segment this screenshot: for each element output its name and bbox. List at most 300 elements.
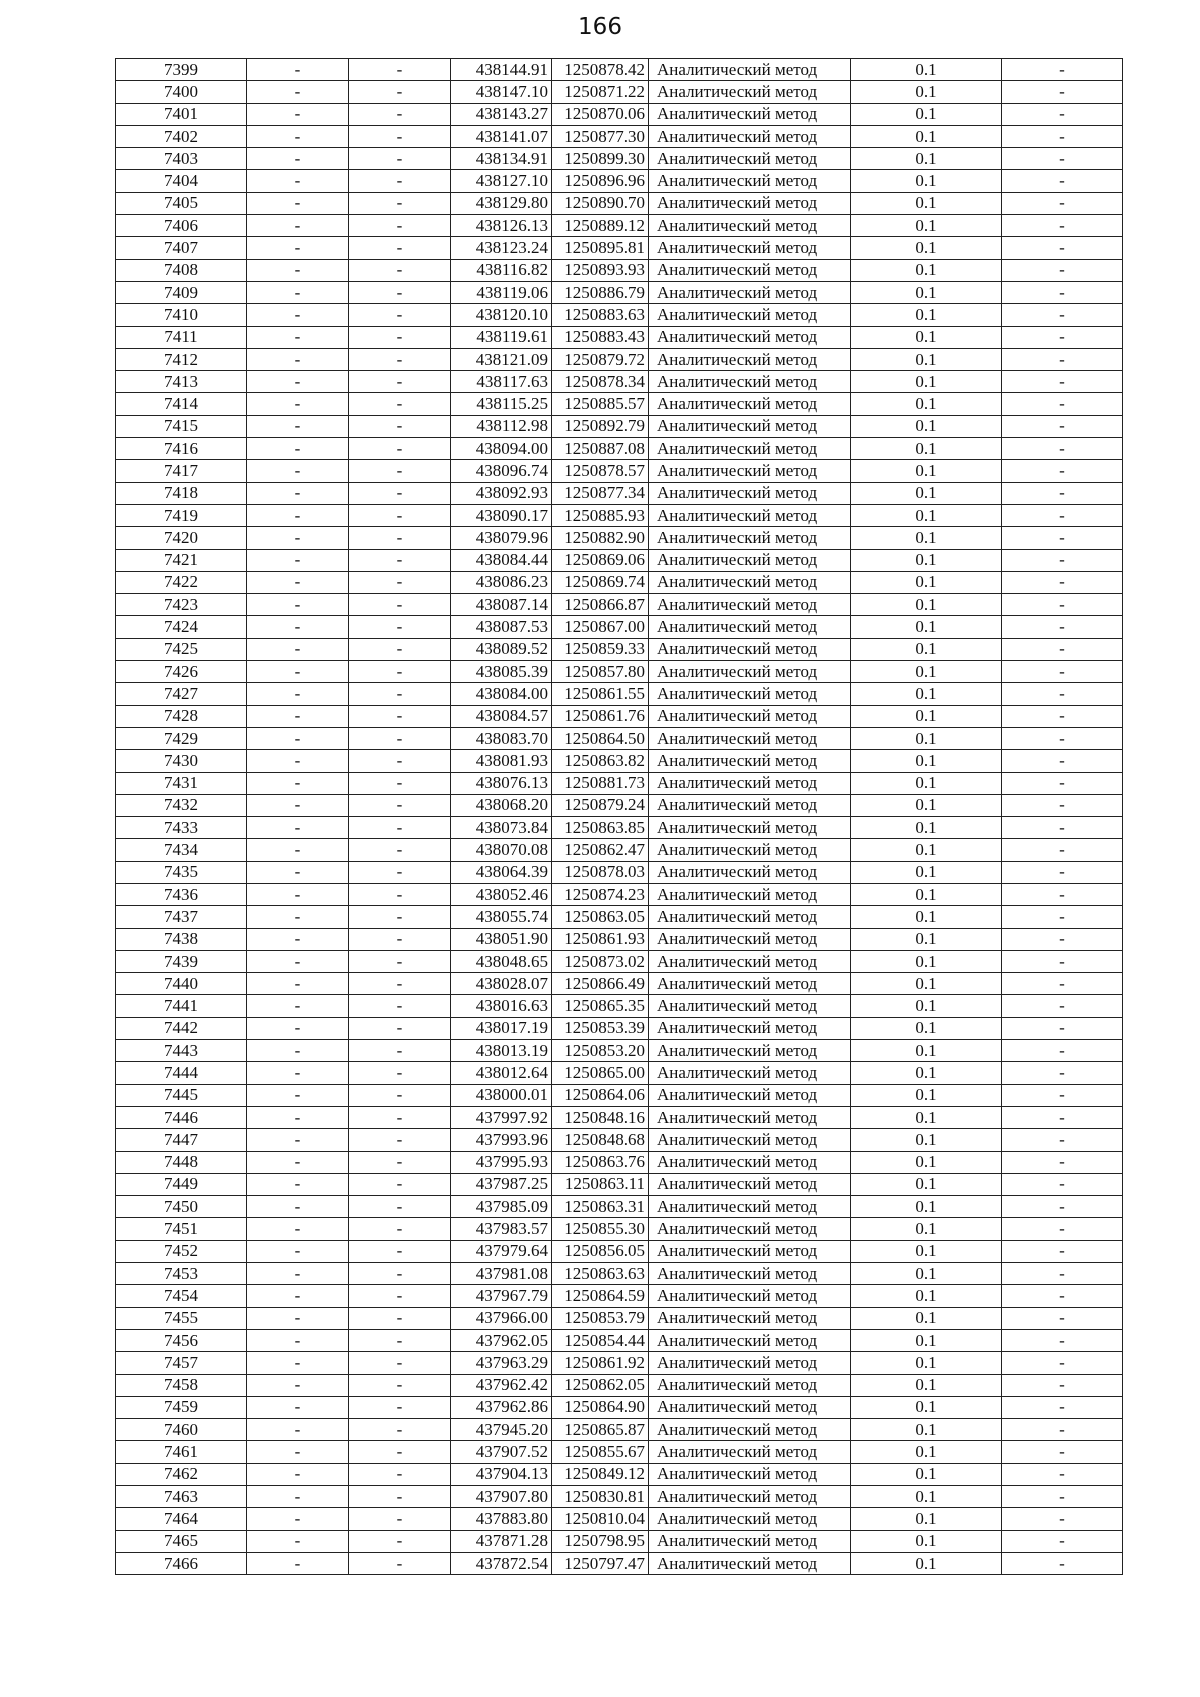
method-cell: Аналитический метод [649,1084,851,1106]
last-col-cell: - [1002,1508,1123,1530]
empty-col-3-cell: - [349,973,451,995]
accuracy-cell: 0.1 [851,482,1002,504]
point-number-cell: 7441 [116,995,247,1017]
empty-col-2-cell: - [247,59,349,81]
x-coordinate-cell: 438013.19 [451,1040,552,1062]
accuracy-cell: 0.1 [851,1508,1002,1530]
x-coordinate-cell: 437963.29 [451,1352,552,1374]
point-number-cell: 7443 [116,1040,247,1062]
y-coordinate-cell: 1250855.67 [552,1441,649,1463]
point-number-cell: 7403 [116,148,247,170]
empty-col-2-cell: - [247,1196,349,1218]
empty-col-2-cell: - [247,705,349,727]
point-number-cell: 7411 [116,326,247,348]
table-row [116,1263,1123,1285]
x-coordinate-cell: 438087.53 [451,616,552,638]
method-cell: Аналитический метод [649,326,851,348]
empty-col-2-cell: - [247,1285,349,1307]
point-number-cell: 7416 [116,438,247,460]
empty-col-2-cell: - [247,125,349,147]
x-coordinate-cell: 438068.20 [451,794,552,816]
last-col-cell: - [1002,883,1123,905]
accuracy-cell: 0.1 [851,1173,1002,1195]
table-row [116,1084,1123,1106]
last-col-cell: - [1002,504,1123,526]
y-coordinate-cell: 1250864.59 [552,1285,649,1307]
empty-col-3-cell: - [349,571,451,593]
point-number-cell: 7415 [116,415,247,437]
accuracy-cell: 0.1 [851,1419,1002,1441]
x-coordinate-cell: 437981.08 [451,1263,552,1285]
y-coordinate-cell: 1250867.00 [552,616,649,638]
method-cell: Аналитический метод [649,727,851,749]
accuracy-cell: 0.1 [851,1084,1002,1106]
x-coordinate-cell: 438087.14 [451,594,552,616]
x-coordinate-cell: 437883.80 [451,1508,552,1530]
empty-col-2-cell: - [247,148,349,170]
last-col-cell: - [1002,215,1123,237]
method-cell: Аналитический метод [649,348,851,370]
last-col-cell: - [1002,1441,1123,1463]
accuracy-cell: 0.1 [851,304,1002,326]
accuracy-cell: 0.1 [851,1106,1002,1128]
empty-col-3-cell: - [349,103,451,125]
y-coordinate-cell: 1250863.31 [552,1196,649,1218]
y-coordinate-cell: 1250848.16 [552,1106,649,1128]
accuracy-cell: 0.1 [851,326,1002,348]
last-col-cell: - [1002,571,1123,593]
point-number-cell: 7461 [116,1441,247,1463]
empty-col-3-cell: - [349,995,451,1017]
last-col-cell: - [1002,995,1123,1017]
accuracy-cell: 0.1 [851,1285,1002,1307]
last-col-cell: - [1002,281,1123,303]
table-row [116,1352,1123,1374]
last-col-cell: - [1002,1419,1123,1441]
y-coordinate-cell: 1250862.05 [552,1374,649,1396]
x-coordinate-cell: 438000.01 [451,1084,552,1106]
x-coordinate-cell: 437962.86 [451,1396,552,1418]
empty-col-2-cell: - [247,1040,349,1062]
table-row [116,705,1123,727]
method-cell: Аналитический метод [649,1062,851,1084]
y-coordinate-cell: 1250877.34 [552,482,649,504]
empty-col-2-cell: - [247,1173,349,1195]
empty-col-3-cell: - [349,705,451,727]
empty-col-2-cell: - [247,839,349,861]
accuracy-cell: 0.1 [851,1151,1002,1173]
last-col-cell: - [1002,59,1123,81]
last-col-cell: - [1002,527,1123,549]
point-number-cell: 7437 [116,906,247,928]
table-row [116,1240,1123,1262]
empty-col-2-cell: - [247,1062,349,1084]
point-number-cell: 7421 [116,549,247,571]
empty-col-3-cell: - [349,527,451,549]
point-number-cell: 7451 [116,1218,247,1240]
accuracy-cell: 0.1 [851,170,1002,192]
table-row [116,750,1123,772]
table-row [116,1285,1123,1307]
point-number-cell: 7447 [116,1129,247,1151]
accuracy-cell: 0.1 [851,281,1002,303]
empty-col-3-cell: - [349,215,451,237]
table-row [116,549,1123,571]
empty-col-2-cell: - [247,883,349,905]
y-coordinate-cell: 1250848.68 [552,1129,649,1151]
method-cell: Аналитический метод [649,705,851,727]
accuracy-cell: 0.1 [851,1486,1002,1508]
point-number-cell: 7423 [116,594,247,616]
point-number-cell: 7456 [116,1329,247,1351]
method-cell: Аналитический метод [649,371,851,393]
empty-col-3-cell: - [349,906,451,928]
table-row [116,861,1123,883]
method-cell: Аналитический метод [649,1441,851,1463]
last-col-cell: - [1002,192,1123,214]
empty-col-3-cell: - [349,1441,451,1463]
empty-col-3-cell: - [349,281,451,303]
last-col-cell: - [1002,1329,1123,1351]
empty-col-3-cell: - [349,192,451,214]
last-col-cell: - [1002,906,1123,928]
x-coordinate-cell: 438144.91 [451,59,552,81]
point-number-cell: 7452 [116,1240,247,1262]
empty-col-2-cell: - [247,1218,349,1240]
accuracy-cell: 0.1 [851,348,1002,370]
empty-col-3-cell: - [349,304,451,326]
last-col-cell: - [1002,1463,1123,1485]
empty-col-2-cell: - [247,415,349,437]
point-number-cell: 7401 [116,103,247,125]
accuracy-cell: 0.1 [851,1196,1002,1218]
x-coordinate-cell: 438076.13 [451,772,552,794]
table-row [116,348,1123,370]
method-cell: Аналитический метод [649,1151,851,1173]
table-row [116,817,1123,839]
method-cell: Аналитический метод [649,1463,851,1485]
empty-col-3-cell: - [349,1329,451,1351]
empty-col-3-cell: - [349,861,451,883]
coordinates-table [115,58,1123,1575]
empty-col-3-cell: - [349,750,451,772]
empty-col-2-cell: - [247,192,349,214]
empty-col-3-cell: - [349,1218,451,1240]
table-row [116,1419,1123,1441]
table-row [116,148,1123,170]
empty-col-3-cell: - [349,1017,451,1039]
x-coordinate-cell: 438090.17 [451,504,552,526]
last-col-cell: - [1002,1486,1123,1508]
x-coordinate-cell: 437983.57 [451,1218,552,1240]
point-number-cell: 7435 [116,861,247,883]
y-coordinate-cell: 1250853.79 [552,1307,649,1329]
method-cell: Аналитический метод [649,1530,851,1552]
method-cell: Аналитический метод [649,571,851,593]
x-coordinate-cell: 438016.63 [451,995,552,1017]
x-coordinate-cell: 438052.46 [451,883,552,905]
empty-col-2-cell: - [247,772,349,794]
method-cell: Аналитический метод [649,438,851,460]
point-number-cell: 7440 [116,973,247,995]
empty-col-2-cell: - [247,571,349,593]
x-coordinate-cell: 438123.24 [451,237,552,259]
method-cell: Аналитический метод [649,1508,851,1530]
last-col-cell: - [1002,1106,1123,1128]
table-row [116,661,1123,683]
empty-col-2-cell: - [247,1240,349,1262]
empty-col-3-cell: - [349,683,451,705]
x-coordinate-cell: 438127.10 [451,170,552,192]
table-row [116,1508,1123,1530]
empty-col-2-cell: - [247,215,349,237]
table-row [116,1530,1123,1552]
method-cell: Аналитический метод [649,1486,851,1508]
x-coordinate-cell: 438141.07 [451,125,552,147]
point-number-cell: 7466 [116,1552,247,1574]
y-coordinate-cell: 1250861.76 [552,705,649,727]
empty-col-2-cell: - [247,727,349,749]
y-coordinate-cell: 1250863.85 [552,817,649,839]
last-col-cell: - [1002,460,1123,482]
last-col-cell: - [1002,1017,1123,1039]
last-col-cell: - [1002,1530,1123,1552]
y-coordinate-cell: 1250854.44 [552,1329,649,1351]
x-coordinate-cell: 438081.93 [451,750,552,772]
empty-col-3-cell: - [349,549,451,571]
empty-col-2-cell: - [247,1374,349,1396]
method-cell: Аналитический метод [649,237,851,259]
accuracy-cell: 0.1 [851,215,1002,237]
empty-col-3-cell: - [349,326,451,348]
x-coordinate-cell: 438096.74 [451,460,552,482]
empty-col-3-cell: - [349,1040,451,1062]
accuracy-cell: 0.1 [851,794,1002,816]
empty-col-3-cell: - [349,1396,451,1418]
table-row [116,950,1123,972]
point-number-cell: 7439 [116,950,247,972]
x-coordinate-cell: 437966.00 [451,1307,552,1329]
last-col-cell: - [1002,1396,1123,1418]
y-coordinate-cell: 1250863.82 [552,750,649,772]
empty-col-2-cell: - [247,348,349,370]
empty-col-2-cell: - [247,1552,349,1574]
coordinates-table-container [115,58,1123,1575]
empty-col-2-cell: - [247,616,349,638]
x-coordinate-cell: 438064.39 [451,861,552,883]
last-col-cell: - [1002,326,1123,348]
table-row [116,215,1123,237]
empty-col-3-cell: - [349,415,451,437]
x-coordinate-cell: 438028.07 [451,973,552,995]
x-coordinate-cell: 438134.91 [451,148,552,170]
point-number-cell: 7400 [116,81,247,103]
point-number-cell: 7414 [116,393,247,415]
empty-col-2-cell: - [247,549,349,571]
y-coordinate-cell: 1250881.73 [552,772,649,794]
empty-col-3-cell: - [349,371,451,393]
y-coordinate-cell: 1250864.90 [552,1396,649,1418]
table-row [116,1307,1123,1329]
y-coordinate-cell: 1250861.93 [552,928,649,950]
empty-col-2-cell: - [247,750,349,772]
x-coordinate-cell: 438070.08 [451,839,552,861]
empty-col-2-cell: - [247,1352,349,1374]
accuracy-cell: 0.1 [851,928,1002,950]
accuracy-cell: 0.1 [851,527,1002,549]
point-number-cell: 7428 [116,705,247,727]
last-col-cell: - [1002,1307,1123,1329]
method-cell: Аналитический метод [649,1129,851,1151]
empty-col-2-cell: - [247,1486,349,1508]
empty-col-3-cell: - [349,638,451,660]
empty-col-3-cell: - [349,1486,451,1508]
empty-col-3-cell: - [349,661,451,683]
last-col-cell: - [1002,1040,1123,1062]
method-cell: Аналитический метод [649,460,851,482]
point-number-cell: 7444 [116,1062,247,1084]
empty-col-3-cell: - [349,1106,451,1128]
last-col-cell: - [1002,81,1123,103]
x-coordinate-cell: 437993.96 [451,1129,552,1151]
last-col-cell: - [1002,1151,1123,1173]
empty-col-3-cell: - [349,1240,451,1262]
empty-col-2-cell: - [247,794,349,816]
table-row [116,1062,1123,1084]
empty-col-3-cell: - [349,1530,451,1552]
table-body [116,59,1123,1575]
y-coordinate-cell: 1250890.70 [552,192,649,214]
table-row [116,683,1123,705]
point-number-cell: 7402 [116,125,247,147]
empty-col-2-cell: - [247,438,349,460]
empty-col-3-cell: - [349,1374,451,1396]
accuracy-cell: 0.1 [851,817,1002,839]
method-cell: Аналитический метод [649,527,851,549]
x-coordinate-cell: 438120.10 [451,304,552,326]
empty-col-2-cell: - [247,906,349,928]
y-coordinate-cell: 1250857.80 [552,661,649,683]
last-col-cell: - [1002,393,1123,415]
method-cell: Аналитический метод [649,1263,851,1285]
empty-col-2-cell: - [247,638,349,660]
table-row [116,928,1123,950]
empty-col-3-cell: - [349,148,451,170]
accuracy-cell: 0.1 [851,1062,1002,1084]
point-number-cell: 7404 [116,170,247,192]
accuracy-cell: 0.1 [851,995,1002,1017]
empty-col-3-cell: - [349,817,451,839]
accuracy-cell: 0.1 [851,393,1002,415]
accuracy-cell: 0.1 [851,705,1002,727]
method-cell: Аналитический метод [649,1374,851,1396]
empty-col-2-cell: - [247,281,349,303]
point-number-cell: 7429 [116,727,247,749]
table-row [116,125,1123,147]
accuracy-cell: 0.1 [851,259,1002,281]
last-col-cell: - [1002,661,1123,683]
y-coordinate-cell: 1250862.47 [552,839,649,861]
table-row [116,259,1123,281]
y-coordinate-cell: 1250870.06 [552,103,649,125]
point-number-cell: 7458 [116,1374,247,1396]
y-coordinate-cell: 1250869.74 [552,571,649,593]
method-cell: Аналитический метод [649,103,851,125]
empty-col-3-cell: - [349,170,451,192]
x-coordinate-cell: 438116.82 [451,259,552,281]
x-coordinate-cell: 437985.09 [451,1196,552,1218]
table-row [116,1329,1123,1351]
method-cell: Аналитический метод [649,1173,851,1195]
point-number-cell: 7431 [116,772,247,794]
y-coordinate-cell: 1250810.04 [552,1508,649,1530]
x-coordinate-cell: 438094.00 [451,438,552,460]
accuracy-cell: 0.1 [851,1017,1002,1039]
point-number-cell: 7455 [116,1307,247,1329]
method-cell: Аналитический метод [649,950,851,972]
point-number-cell: 7427 [116,683,247,705]
table-row [116,59,1123,81]
empty-col-2-cell: - [247,950,349,972]
y-coordinate-cell: 1250873.02 [552,950,649,972]
point-number-cell: 7426 [116,661,247,683]
x-coordinate-cell: 438084.00 [451,683,552,705]
table-row [116,1218,1123,1240]
table-row [116,1151,1123,1173]
x-coordinate-cell: 438048.65 [451,950,552,972]
empty-col-3-cell: - [349,125,451,147]
y-coordinate-cell: 1250863.05 [552,906,649,928]
method-cell: Аналитический метод [649,281,851,303]
last-col-cell: - [1002,237,1123,259]
method-cell: Аналитический метод [649,1285,851,1307]
empty-col-3-cell: - [349,1151,451,1173]
point-number-cell: 7460 [116,1419,247,1441]
accuracy-cell: 0.1 [851,504,1002,526]
table-row [116,1552,1123,1574]
empty-col-3-cell: - [349,460,451,482]
accuracy-cell: 0.1 [851,839,1002,861]
accuracy-cell: 0.1 [851,103,1002,125]
point-number-cell: 7459 [116,1396,247,1418]
empty-col-2-cell: - [247,460,349,482]
point-number-cell: 7436 [116,883,247,905]
x-coordinate-cell: 438079.96 [451,527,552,549]
x-coordinate-cell: 438085.39 [451,661,552,683]
empty-col-3-cell: - [349,348,451,370]
y-coordinate-cell: 1250861.55 [552,683,649,705]
last-col-cell: - [1002,1173,1123,1195]
last-col-cell: - [1002,950,1123,972]
accuracy-cell: 0.1 [851,549,1002,571]
empty-col-2-cell: - [247,237,349,259]
last-col-cell: - [1002,1374,1123,1396]
y-coordinate-cell: 1250855.30 [552,1218,649,1240]
accuracy-cell: 0.1 [851,1129,1002,1151]
y-coordinate-cell: 1250878.57 [552,460,649,482]
x-coordinate-cell: 438055.74 [451,906,552,928]
last-col-cell: - [1002,973,1123,995]
table-row [116,1106,1123,1128]
method-cell: Аналитический метод [649,1240,851,1262]
accuracy-cell: 0.1 [851,1240,1002,1262]
table-row [116,1040,1123,1062]
point-number-cell: 7462 [116,1463,247,1485]
accuracy-cell: 0.1 [851,973,1002,995]
y-coordinate-cell: 1250849.12 [552,1463,649,1485]
empty-col-2-cell: - [247,1329,349,1351]
empty-col-2-cell: - [247,304,349,326]
